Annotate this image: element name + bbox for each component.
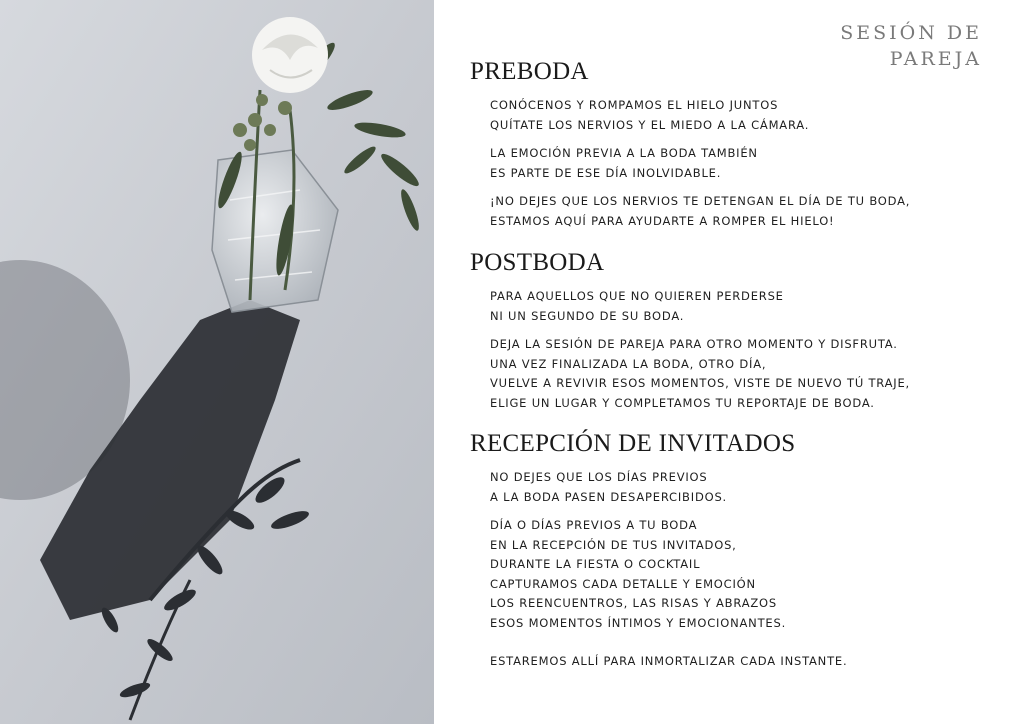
text-line: A LA BODA PASEN DESAPERCIBIDOS. xyxy=(490,489,728,504)
text-line: ESOS MOMENTOS ÍNTIMOS Y EMOCIONANTES. xyxy=(490,615,787,630)
paragraph xyxy=(490,144,758,183)
text-line: VUELVE A REVIVIR ESOS MOMENTOS, VISTE DE NUEVO TÚ TRAJE, xyxy=(490,376,911,390)
paragraph xyxy=(490,468,727,507)
session-title xyxy=(840,20,982,72)
text-line: EN LA RECEPCIÓN DE TUS INVITADOS, xyxy=(490,537,737,552)
text-line: ESTAREMOS ALLÍ PARA INMORTALIZAR CADA INSTANTE. xyxy=(490,654,848,668)
text-line: ¡NO DEJES QUE LOS NERVIOS TE DETENGAN EL DÍA DE TU BODA, xyxy=(490,194,911,208)
text-line: UNA VEZ FINALIZADA LA BODA, OTRO DÍA, xyxy=(490,356,767,371)
text-line: NI UN SEGUNDO DE SU BODA. xyxy=(490,308,685,323)
paragraph xyxy=(490,652,847,672)
text-line: NO DEJES QUE LOS DÍAS PREVIOS xyxy=(490,470,708,484)
text-line: ESTAMOS AQUÍ PARA AYUDARTE A ROMPER EL HIELO! xyxy=(490,213,835,228)
session-title-line2: PAREJA xyxy=(889,48,982,70)
text-line: QUÍTATE LOS NERVIOS Y EL MIEDO A LA CÁMARA. xyxy=(490,117,810,132)
paragraph xyxy=(490,192,910,231)
text-line: CAPTURAMOS CADA DETALLE Y EMOCIÓN xyxy=(490,576,756,591)
section-title-postboda: POSTBODA xyxy=(470,249,605,276)
text-line: ES PARTE DE ESE DÍA INOLVIDABLE. xyxy=(490,165,722,180)
text-line: CONÓCENOS Y ROMPAMOS EL HIELO JUNTOS xyxy=(490,98,779,112)
text-line: DEJA LA SESIÓN DE PAREJA PARA OTRO MOMENTO Y DISFRUTA. xyxy=(490,337,898,351)
text-line: ELIGE UN LUGAR Y COMPLETAMOS TU REPORTAJE DE BODA. xyxy=(490,395,875,410)
flower-vase-photo xyxy=(0,0,434,724)
text-line: PARA AQUELLOS QUE NO QUIEREN PERDERSE xyxy=(490,289,784,303)
section-title-recepcion: RECEPCIÓN DE INVITADOS xyxy=(470,430,796,457)
paragraph xyxy=(490,287,784,326)
paragraph xyxy=(490,96,809,135)
session-title-line1: SESIÓN DE xyxy=(840,22,982,44)
text-line: DÍA O DÍAS PREVIOS A TU BODA xyxy=(490,518,698,532)
section-title-preboda: PREBODA xyxy=(470,58,589,85)
photo-illustration xyxy=(0,0,434,724)
text-line: DURANTE LA FIESTA O COCKTAIL xyxy=(490,557,701,571)
paragraph xyxy=(490,516,786,633)
paragraph xyxy=(490,335,910,413)
text-line: LA EMOCIÓN PREVIA A LA BODA TAMBIÉN xyxy=(490,146,758,160)
text-line: LOS REENCUENTROS, LAS RISAS Y ABRAZOS xyxy=(490,596,777,610)
text-page xyxy=(434,0,1024,724)
